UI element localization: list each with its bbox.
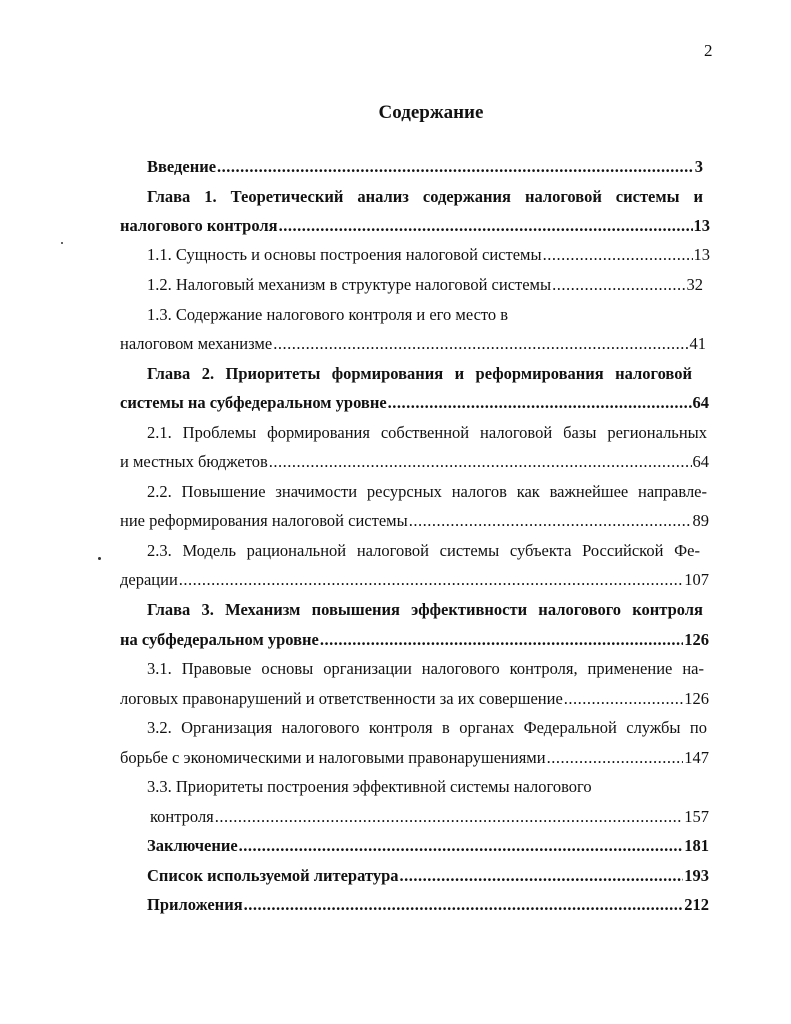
- toc-entry-page: 64: [692, 393, 709, 412]
- toc-entry-text: Заключение: [147, 836, 238, 855]
- toc-entry-text: 1.2. Налоговый механизм в структуре налоговой системы: [147, 275, 552, 294]
- toc-section-3-2-line-1[interactable]: [147, 716, 707, 740]
- toc-leader-dots: [279, 214, 693, 238]
- toc-leader-dots: [269, 450, 692, 474]
- toc-section-3-3-line-2[interactable]: [150, 805, 709, 829]
- toc-entry-text: логовых правонарушений и ответственности за их совершение: [120, 689, 563, 708]
- toc-leader-dots: [547, 746, 684, 770]
- toc-entry-text: Глава 3. Механизм повышения эффективности налогового контроля: [147, 600, 703, 619]
- toc-entry-text: Введение: [147, 157, 217, 176]
- toc-entry-text: 2.1. Проблемы формирования собственной налоговой базы региональных: [147, 423, 707, 442]
- toc-entry-text: 1.3. Содержание налогового контроля и его место в: [147, 305, 509, 324]
- toc-entry-page: 126: [684, 689, 709, 708]
- toc-section-2-1-line-2[interactable]: [120, 450, 709, 474]
- toc-leader-dots: [217, 155, 694, 179]
- toc-entry-text: борьбе с экономическими и налоговыми правонарушениями: [120, 748, 546, 767]
- toc-chapter-3-line-1[interactable]: [147, 598, 703, 622]
- toc-leader-dots: [320, 628, 683, 652]
- toc-chapter-3-line-2[interactable]: [120, 628, 709, 652]
- toc-entry-text: 3.3. Приоритеты построения эффективной системы налогового: [147, 777, 592, 796]
- toc-section-2-2-line-2[interactable]: [120, 509, 709, 533]
- toc-section-2-2-line-1[interactable]: [147, 480, 707, 504]
- toc-entry-page: 32: [686, 275, 703, 294]
- toc-entry-text: налогового контроля: [120, 216, 278, 235]
- toc-entry-page: 157: [684, 807, 709, 826]
- toc-entry-page: 89: [692, 511, 709, 530]
- toc-section-2-3-line-2[interactable]: [120, 568, 709, 592]
- toc-section-1-1[interactable]: [147, 243, 710, 267]
- toc-leader-dots: [388, 391, 692, 415]
- toc-chapter-2-line-1[interactable]: [147, 362, 692, 386]
- toc-leader-dots: [273, 332, 688, 356]
- toc-section-1-3-line-1[interactable]: [147, 303, 737, 327]
- toc-leader-dots: [400, 864, 684, 888]
- toc-leader-dots: [552, 273, 685, 297]
- toc-leader-dots: [543, 243, 693, 267]
- toc-chapter-1-line-2[interactable]: [120, 214, 710, 238]
- scan-speck: [61, 242, 63, 244]
- toc-entry-text: контроля: [150, 807, 214, 826]
- toc-entry-text: Глава 1. Теоретический анализ содержания налоговой системы и: [147, 187, 703, 206]
- toc-entry-page: 212: [684, 895, 709, 914]
- toc-leader-dots: [564, 687, 683, 711]
- page-title: Содержание: [378, 102, 484, 123]
- toc-section-3-1-line-1[interactable]: [147, 657, 704, 681]
- toc-section-3-3-line-1[interactable]: [147, 775, 737, 799]
- page-number: 2: [704, 41, 713, 60]
- toc-entry-page: 107: [684, 570, 709, 589]
- toc-leader-dots: [179, 568, 683, 592]
- toc-entry-text: 3.2. Организация налогового контроля в органах Федеральной службы по: [147, 718, 707, 737]
- toc-entry-text: налоговом механизме: [120, 334, 273, 353]
- toc-entry-page: 193: [684, 866, 709, 885]
- toc-entry-text: системы на субфедеральном уровне: [120, 393, 387, 412]
- toc-entry-page: 64: [692, 452, 709, 471]
- toc-section-3-2-line-2[interactable]: [120, 746, 709, 770]
- toc-entry-page: 13: [693, 245, 710, 264]
- toc-entry-text: на субфедеральном уровне: [120, 630, 319, 649]
- toc-entry-conclusion[interactable]: [147, 834, 709, 858]
- toc-entry-text: 1.1. Сущность и основы построения налоговой системы: [147, 245, 542, 264]
- toc-section-3-1-line-2[interactable]: [120, 687, 709, 711]
- toc-entry-page: 13: [693, 216, 710, 235]
- toc-section-2-1-line-1[interactable]: [147, 421, 707, 445]
- toc-entry-page: 41: [689, 334, 706, 353]
- toc-entry-page: 126: [684, 630, 709, 649]
- toc-leader-dots: [215, 805, 683, 829]
- toc-entry-text: ние реформирования налоговой системы: [120, 511, 408, 530]
- toc-entry-introduction[interactable]: [147, 155, 703, 179]
- toc-entry-text: и местных бюджетов: [120, 452, 268, 471]
- toc-leader-dots: [409, 509, 692, 533]
- toc-entry-text: дерации: [120, 570, 178, 589]
- toc-leader-dots: [239, 834, 684, 858]
- toc-entry-text: Глава 2. Приоритеты формирования и реформирования налоговой: [147, 364, 692, 383]
- toc-leader-dots: [244, 893, 684, 917]
- toc-entry-text: 2.2. Повышение значимости ресурсных налогов как важнейшее направле-: [147, 482, 707, 501]
- scan-speck: [98, 557, 101, 560]
- toc-section-1-3-line-2[interactable]: [120, 332, 706, 356]
- toc-entry-appendices[interactable]: [147, 893, 709, 917]
- toc-section-1-2[interactable]: [147, 273, 703, 297]
- toc-entry-page: 3: [694, 157, 703, 176]
- toc-entry-text: Список используемой литература: [147, 866, 399, 885]
- toc-chapter-1-line-1[interactable]: [147, 185, 703, 209]
- toc-entry-text: Приложения: [147, 895, 243, 914]
- toc-section-2-3-line-1[interactable]: [147, 539, 700, 563]
- toc-entry-text: 3.1. Правовые основы организации налогового контроля, применение на-: [147, 659, 704, 678]
- toc-chapter-2-line-2[interactable]: [120, 391, 709, 415]
- toc-entry-page: 147: [684, 748, 709, 767]
- toc-entry-page: 181: [684, 836, 709, 855]
- toc-entry-text: 2.3. Модель рациональной налоговой системы субъекта Российской Фе-: [147, 541, 700, 560]
- toc-entry-bibliography[interactable]: [147, 864, 709, 888]
